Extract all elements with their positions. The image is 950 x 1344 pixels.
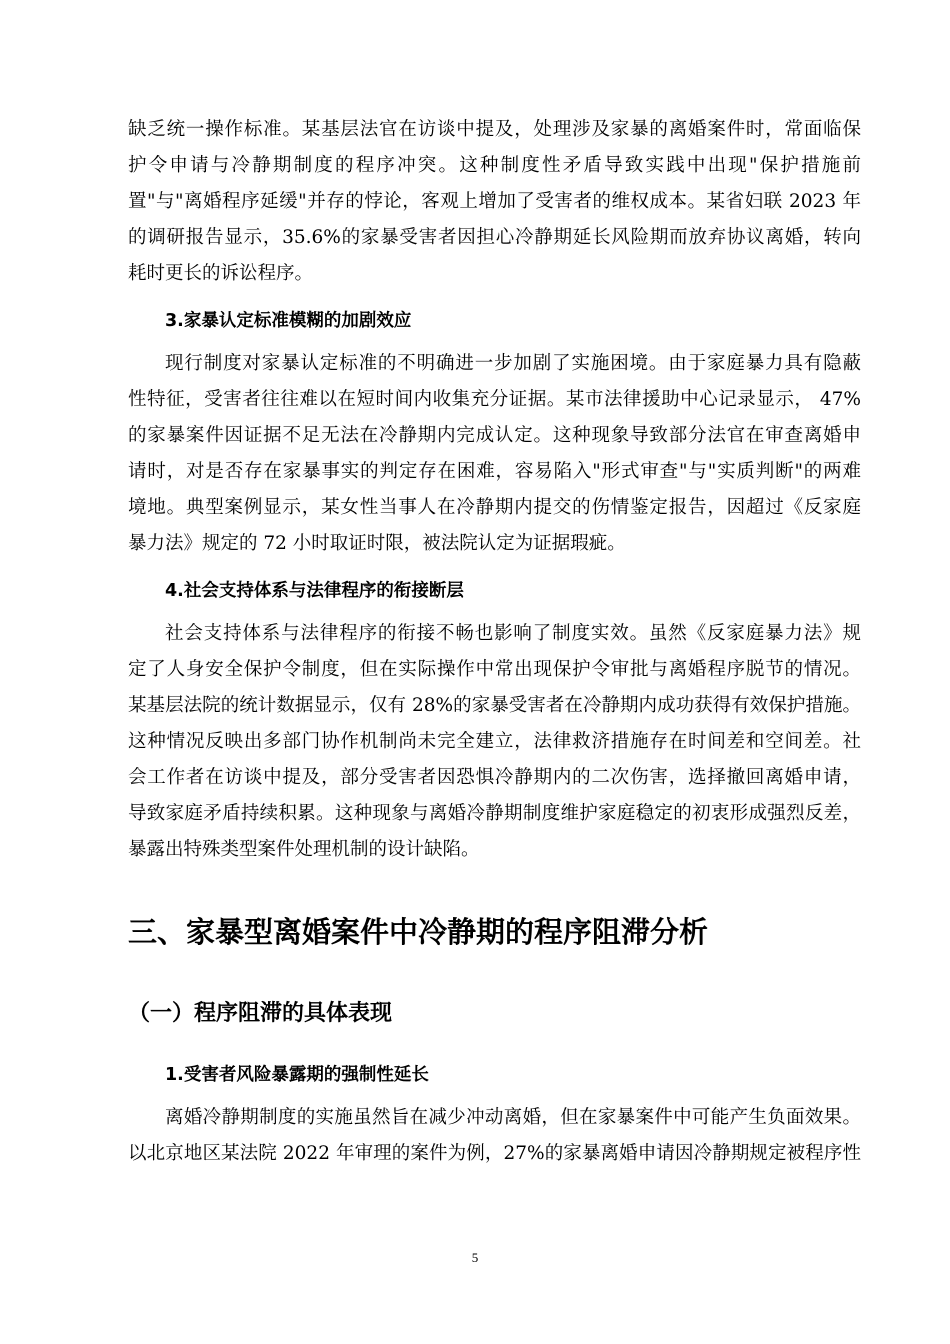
text-line: 社会支持体系与法律程序的衔接不畅也影响了制度实效。虽然《反家庭暴力法》规 (165, 623, 861, 644)
paragraph-2 (128, 346, 861, 562)
text-line: 这种情况反映出多部门协作机制尚未完全建立，法律救济措施存在时间差和空间差。社 (128, 731, 861, 752)
text-line: 会工作者在访谈中提及，部分受害者因恐惧冷静期内的二次伤害，选择撤回离婚申请， (128, 767, 861, 788)
text-line: 耗时更长的诉讼程序。 (128, 263, 314, 284)
text-line: 护令申请与冷静期制度的程序冲突。这种制度性矛盾导致实践中出现"保护措施前 (128, 155, 861, 176)
text-line: 请时，对是否存在家暴事实的判定存在困难，容易陷入"形式审查"与"实质判断"的两难 (128, 461, 861, 482)
page-number: 5 (471, 1250, 479, 1265)
text-line: 的家暴案件因证据不足无法在冷静期内完成认定。这种现象导致部分法官在审查离婚申 (128, 425, 861, 446)
text-line: 离婚冷静期制度的实施虽然旨在减少冲动离婚，但在家暴案件中可能产生负面效果。 (165, 1107, 861, 1128)
text-line: 以北京地区某法院 2022 年审理的案件为例，27%的家暴离婚申请因冷静期规定被程序性 (128, 1143, 861, 1164)
paragraph-1 (128, 112, 861, 292)
text-line: 性特征，受害者往往难以在短时间内收集充分证据。某市法律援助中心记录显示， 47% (128, 389, 861, 410)
paragraph-4 (128, 1100, 861, 1172)
text-line: 境地。典型案例显示，某女性当事人在冷静期内提交的伤情鉴定报告，因超过《反家庭 (128, 497, 861, 518)
heading-1: 1.受害者风险暴露期的强制性延长 (165, 1065, 429, 1085)
subsection-title: （一）程序阻滞的具体表现 (128, 1001, 393, 1026)
page-content (128, 112, 861, 1172)
heading-3: 3.家暴认定标准模糊的加剧效应 (165, 311, 412, 331)
text-line: 定了人身安全保护令制度，但在实际操作中常出现保护令审批与离婚程序脱节的情况。 (128, 659, 861, 680)
text-line: 暴露出特殊类型案件处理机制的设计缺陷。 (128, 839, 480, 860)
text-line: 暴力法》规定的 72 小时取证时限，被法院认定为证据瑕疵。 (128, 533, 626, 554)
heading-4: 4.社会支持体系与法律程序的衔接断层 (165, 581, 464, 601)
text-line: 的调研报告显示，35.6%的家暴受害者因担心冷静期延长风险期而放弃协议离婚，转向 (128, 227, 861, 248)
text-line: 现行制度对家暴认定标准的不明确进一步加剧了实施困境。由于家庭暴力具有隐蔽 (165, 353, 861, 374)
text-line: 缺乏统一操作标准。某基层法官在访谈中提及，处理涉及家暴的离婚案件时，常面临保 (128, 119, 861, 140)
section-title: 三、家暴型离婚案件中冷静期的程序阻滞分析 (128, 915, 709, 949)
text-line: 置"与"离婚程序延缓"并存的悖论，客观上增加了受害者的维权成本。某省妇联 2023 年 (128, 191, 861, 212)
paragraph-3 (128, 616, 861, 868)
text-line: 某基层法院的统计数据显示，仅有 28%的家暴受害者在冷静期内成功获得有效保护措施。 (128, 695, 861, 716)
text-line: 导致家庭矛盾持续积累。这种现象与离婚冷静期制度维护家庭稳定的初衷形成强烈反差， (128, 803, 861, 824)
